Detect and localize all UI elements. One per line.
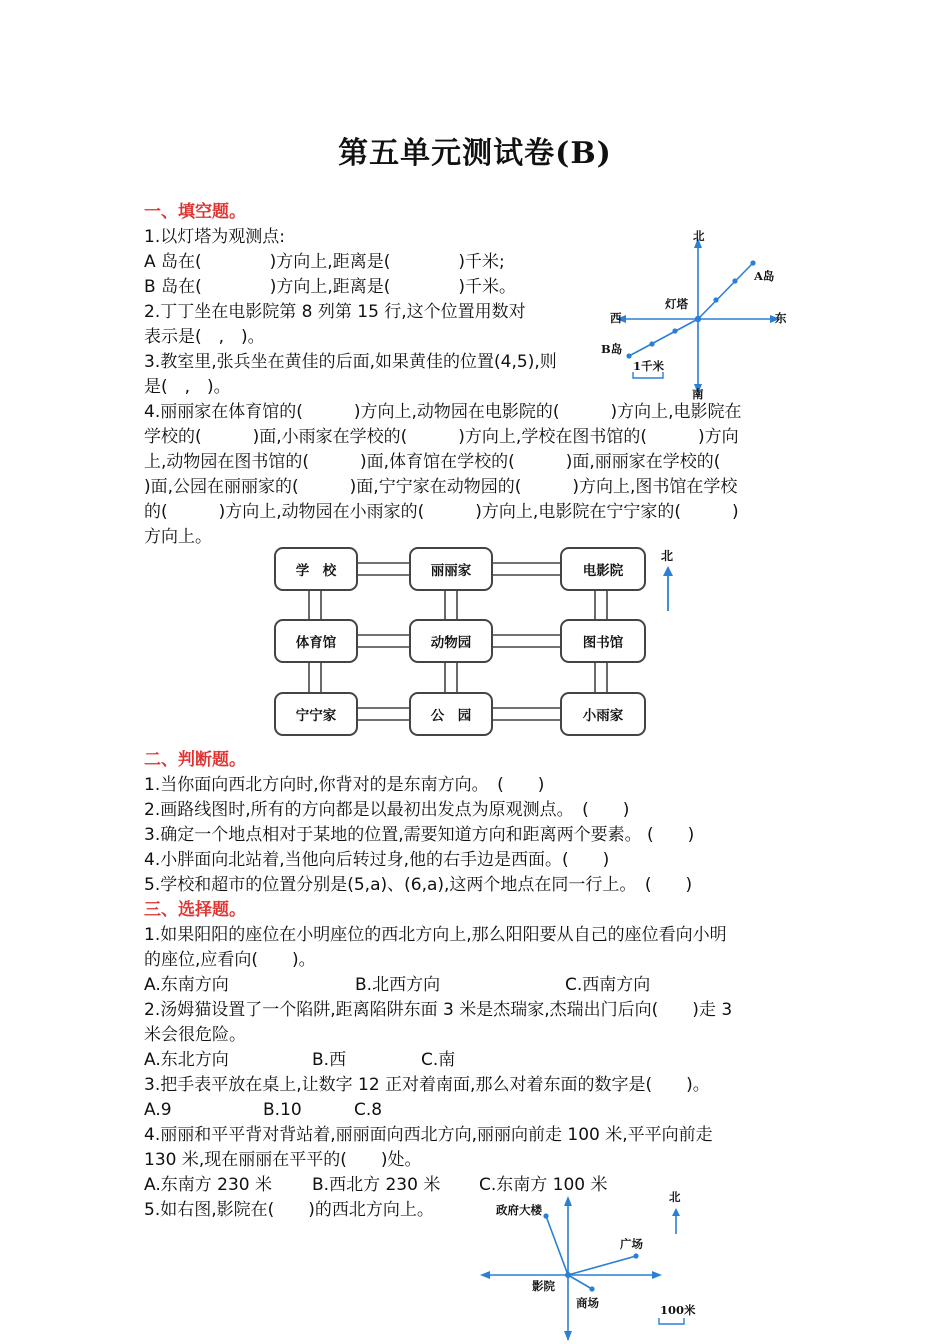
judge-q3: 3.确定一个地点相对于某地的位置,需要知道方向和距离两个要素。 ( )	[144, 825, 695, 845]
choice-q3-option-c: C.8	[354, 1100, 383, 1120]
choice-q2-line2: 米会很危险。	[144, 1025, 246, 1045]
choice-q4-option-c: C.东南方 100 米	[479, 1175, 608, 1195]
place-grid-diagram	[272, 545, 684, 741]
fill-q4-line1: 4.丽丽家在体育馆的( )方向上,动物园在电影院的( )方向上,电影院在	[144, 402, 742, 422]
lighthouse-compass-diagram	[598, 222, 798, 400]
box-library: 图书馆	[560, 619, 646, 663]
fill-q2-line1: 2.丁丁坐在电影院第 8 列第 15 行,这个位置用数对	[144, 302, 526, 322]
compass2-government: 政府大楼	[496, 1203, 542, 1217]
box-school: 学 校	[274, 547, 358, 591]
fill-q4-line3: 上,动物园在图书馆的( )面,体育馆在学校的( )面,丽丽家在学校的(	[144, 452, 721, 472]
box-ningning-home: 宁宁家	[274, 692, 358, 736]
section-fill-heading: 一、填空题。	[144, 202, 246, 222]
compass1-north: 北	[693, 229, 705, 243]
compass2-scale: 100米	[660, 1303, 696, 1317]
choice-q4-option-b: B.西北方 230 米	[312, 1175, 441, 1195]
choice-q2-option-b: B.西	[312, 1050, 347, 1070]
box-lili-home: 丽丽家	[409, 547, 493, 591]
fill-q1-head: 1.以灯塔为观测点:	[144, 227, 285, 247]
choice-q1-line1: 1.如果阳阳的座位在小明座位的西北方向上,那么阳阳要从自己的座位看向小明	[144, 925, 727, 945]
choice-q2-option-a: A.东北方向	[144, 1050, 229, 1070]
section-choice-heading: 三、选择题。	[144, 900, 246, 920]
compass1-east: 东	[775, 311, 787, 325]
cinema-map-diagram	[476, 1186, 706, 1342]
choice-q2-option-c: C.南	[421, 1050, 456, 1070]
choice-q1-option-b: B.北西方向	[355, 975, 441, 995]
box-zoo: 动物园	[409, 619, 493, 663]
section-judge-heading: 二、判断题。	[144, 750, 246, 770]
compass1-lighthouse: 灯塔	[665, 297, 688, 311]
fill-q4-line6: 方向上。	[144, 527, 212, 547]
fill-q4-line5: 的( )方向上,动物园在小雨家的( )方向上,电影院在宁宁家的( )	[144, 502, 739, 522]
choice-q5: 5.如右图,影院在( )的西北方向上。	[144, 1200, 434, 1220]
choice-q1-option-a: A.东南方向	[144, 975, 229, 995]
compass2-north: 北	[669, 1190, 681, 1204]
compass2-cinema: 影院	[532, 1279, 555, 1293]
compass1-west: 西	[610, 311, 622, 325]
page-title: 第五单元测试卷(B)	[338, 136, 612, 171]
choice-q4-line2: 130 米,现在丽丽在平平的( )处。	[144, 1150, 422, 1170]
box-xiaoyu-home: 小雨家	[560, 692, 646, 736]
compass1-scale: 1千米	[633, 359, 665, 373]
choice-q3: 3.把手表平放在桌上,让数字 12 正对着南面,那么对着东面的数字是( )。	[144, 1075, 710, 1095]
choice-q3-option-a: A.9	[144, 1100, 172, 1120]
compass2-square: 广场	[620, 1237, 643, 1251]
compass1-island-b: B岛	[601, 342, 623, 356]
choice-q1-option-c: C.西南方向	[565, 975, 651, 995]
fill-q1-b: B 岛在( )方向上,距离是( )千米。	[144, 277, 516, 297]
fill-q3-line2: 是( , )。	[144, 377, 231, 397]
box-cinema: 电影院	[560, 547, 646, 591]
choice-q4-option-a: A.东南方 230 米	[144, 1175, 272, 1195]
fill-q2-line2: 表示是( , )。	[144, 327, 265, 347]
fill-q4-line2: 学校的( )面,小雨家在学校的( )方向上,学校在图书馆的( )方向	[144, 427, 739, 447]
choice-q4-line1: 4.丽丽和平平背对背站着,丽丽面向西北方向,丽丽向前走 100 米,平平向前走	[144, 1125, 713, 1145]
choice-q1-line2: 的座位,应看向( )。	[144, 950, 316, 970]
choice-q2-line1: 2.汤姆猫设置了一个陷阱,距离陷阱东面 3 米是杰瑞家,杰瑞出门后向( )走 3	[144, 1000, 733, 1020]
compass2-mall: 商场	[576, 1296, 599, 1310]
fill-q3-line1: 3.教室里,张兵坐在黄佳的后面,如果黄佳的位置(4,5),则	[144, 352, 557, 372]
judge-q1: 1.当你面向西北方向时,你背对的是东南方向。 ( )	[144, 775, 545, 795]
judge-q2: 2.画路线图时,所有的方向都是以最初出发点为原观测点。 ( )	[144, 800, 630, 820]
fill-q1-a: A 岛在( )方向上,距离是( )千米;	[144, 252, 505, 272]
judge-q5: 5.学校和超市的位置分别是(5,a)、(6,a),这两个地点在同一行上。 ( )	[144, 875, 693, 895]
choice-q3-option-b: B.10	[263, 1100, 302, 1120]
box-stadium: 体育馆	[274, 619, 358, 663]
judge-q4: 4.小胖面向北站着,当他向后转过身,他的右手边是西面。( )	[144, 850, 610, 870]
compass1-south: 南	[692, 387, 704, 400]
grid-north-label: 北	[661, 549, 674, 563]
compass1-island-a: A岛	[754, 269, 775, 283]
box-park: 公 园	[409, 692, 493, 736]
fill-q4-line4: )面,公园在丽丽家的( )面,宁宁家在动物园的( )方向上,图书馆在学校	[144, 477, 738, 497]
